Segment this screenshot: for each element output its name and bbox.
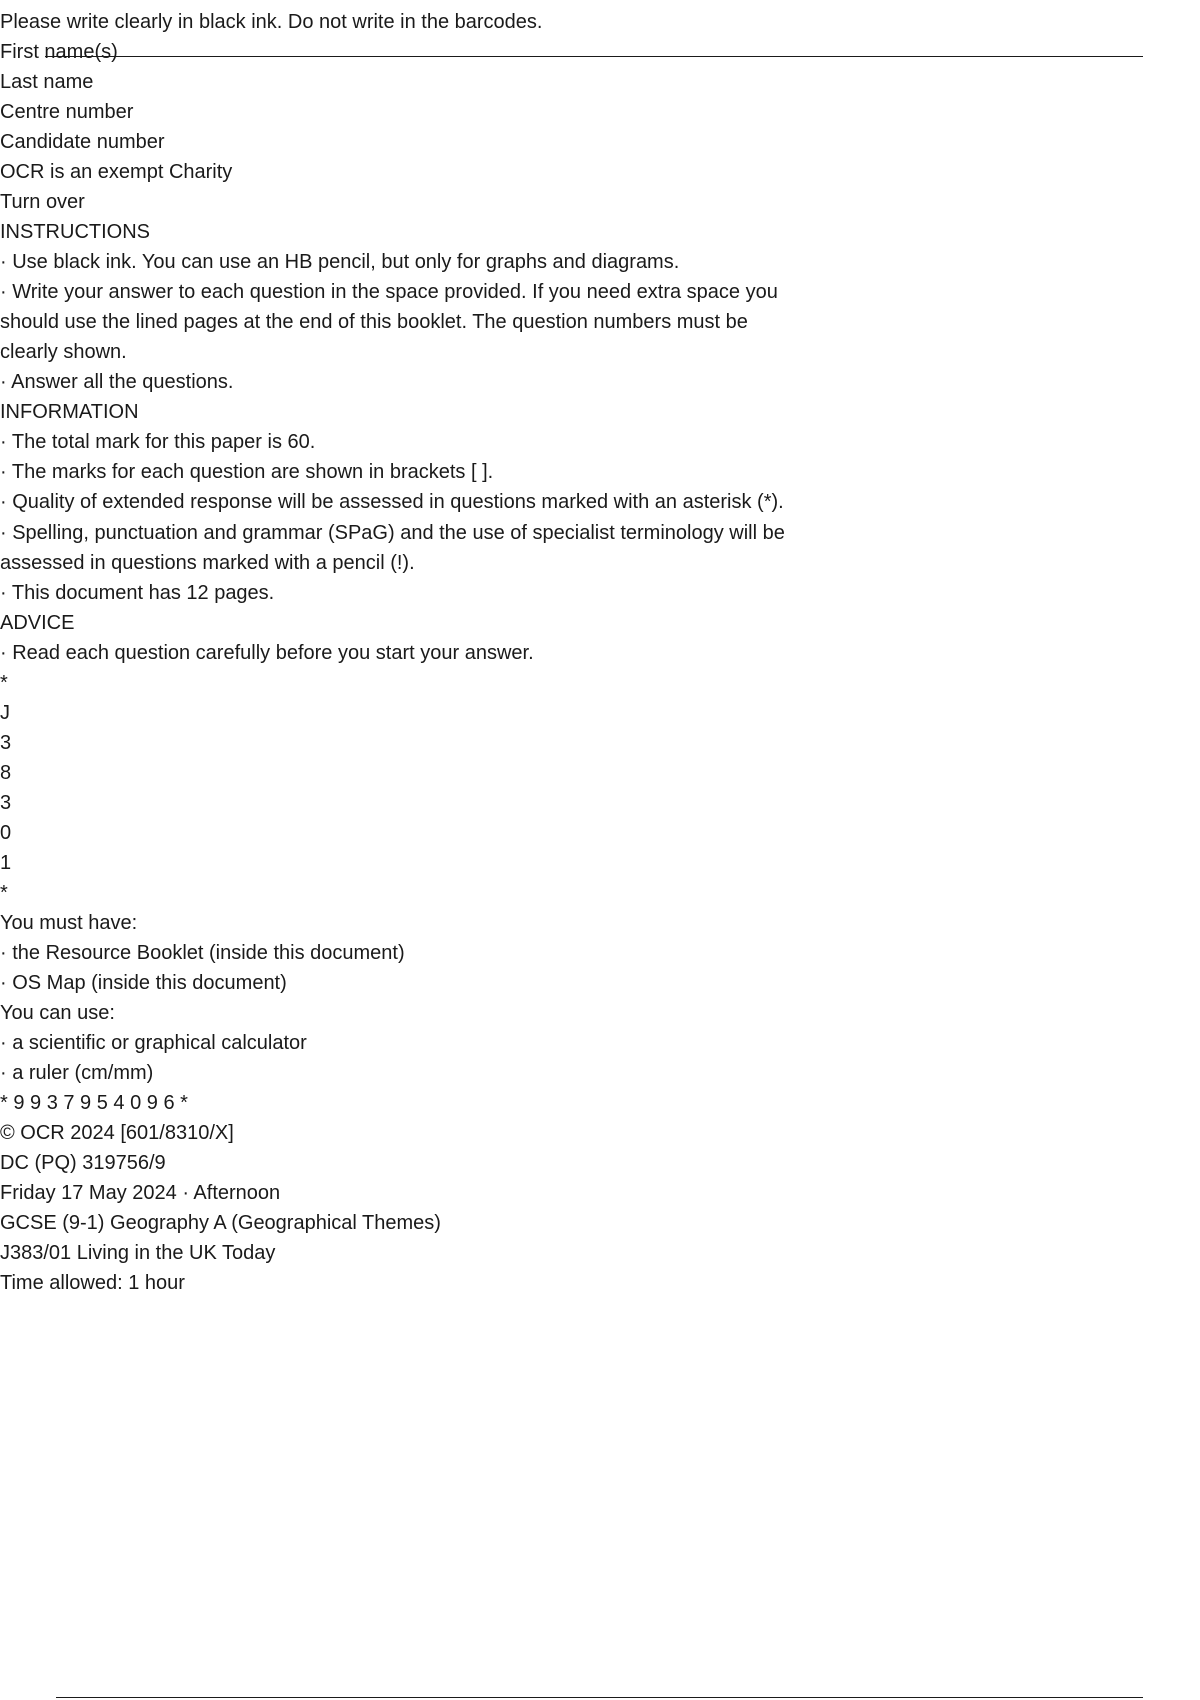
paper-title: J383/01 Living in the UK Today [0,1242,276,1264]
must-have-item: · OS Map (inside this document) [0,972,287,994]
information-item: · The total mark for this paper is 60. [0,431,316,453]
instruction-item-continued: should use the lined pages at the end of this booklet. The question numbers must be [0,311,748,333]
paper-code-character: * [0,672,8,694]
name-writing-line [45,56,1143,57]
instruction-item: · Answer all the questions. [0,371,234,393]
paper-code-character: 3 [0,732,12,754]
exam-date: Friday 17 May 2024 · Afternoon [0,1182,281,1204]
charity-notice: OCR is an exempt Charity [0,161,233,183]
must-have-item: · the Resource Booklet (inside this document) [0,942,405,964]
time-allowed: Time allowed: 1 hour [0,1272,185,1294]
paper-code-character: * [0,882,8,904]
first-name-label: First name(s) [0,41,118,63]
centre-number-label: Centre number [0,101,134,123]
must-have-heading: You must have: [0,912,138,934]
instructions-heading: INSTRUCTIONS [0,221,150,243]
paper-code-character: 8 [0,762,12,784]
last-name-label: Last name [0,71,94,93]
information-item: · Spelling, punctuation and grammar (SPaG) and the use of specialist terminology will be [0,522,785,544]
advice-heading: ADVICE [0,612,75,634]
barcode-number: * 9 9 3 7 9 5 4 0 9 6 * [0,1092,188,1114]
instruction-item: · Use black ink. You can use an HB pencil, but only for graphs and diagrams. [0,251,680,273]
instruction-item: · Write your answer to each question in the space provided. If you need extra space you [0,281,778,303]
turn-over-label: Turn over [0,191,85,213]
write-clearly-notice: Please write clearly in black ink. Do not write in the barcodes. [0,11,543,33]
advice-item: · Read each question carefully before you start your answer. [0,642,534,664]
information-item-continued: assessed in questions marked with a pencil (!). [0,552,415,574]
paper-code-character: 3 [0,792,12,814]
can-use-item: · a ruler (cm/mm) [0,1062,154,1084]
can-use-item: · a scientific or graphical calculator [0,1032,307,1054]
paper-code-character: 1 [0,852,12,874]
can-use-heading: You can use: [0,1002,115,1024]
instruction-item-continued: clearly shown. [0,341,127,363]
document-reference: DC (PQ) 319756/9 [0,1152,166,1174]
paper-code-character: J [0,702,10,724]
information-item: · This document has 12 pages. [0,582,275,604]
footer-rule [56,1697,1143,1698]
candidate-number-label: Candidate number [0,131,165,153]
paper-code-character: 0 [0,822,12,844]
information-item: · The marks for each question are shown in brackets [ ]. [0,461,494,483]
qualification-title: GCSE (9-1) Geography A (Geographical Themes) [0,1212,441,1234]
information-heading: INFORMATION [0,401,139,423]
copyright-notice: © OCR 2024 [601/8310/X] [0,1122,234,1144]
information-item: · Quality of extended response will be assessed in questions marked with an asterisk (*). [0,491,784,513]
